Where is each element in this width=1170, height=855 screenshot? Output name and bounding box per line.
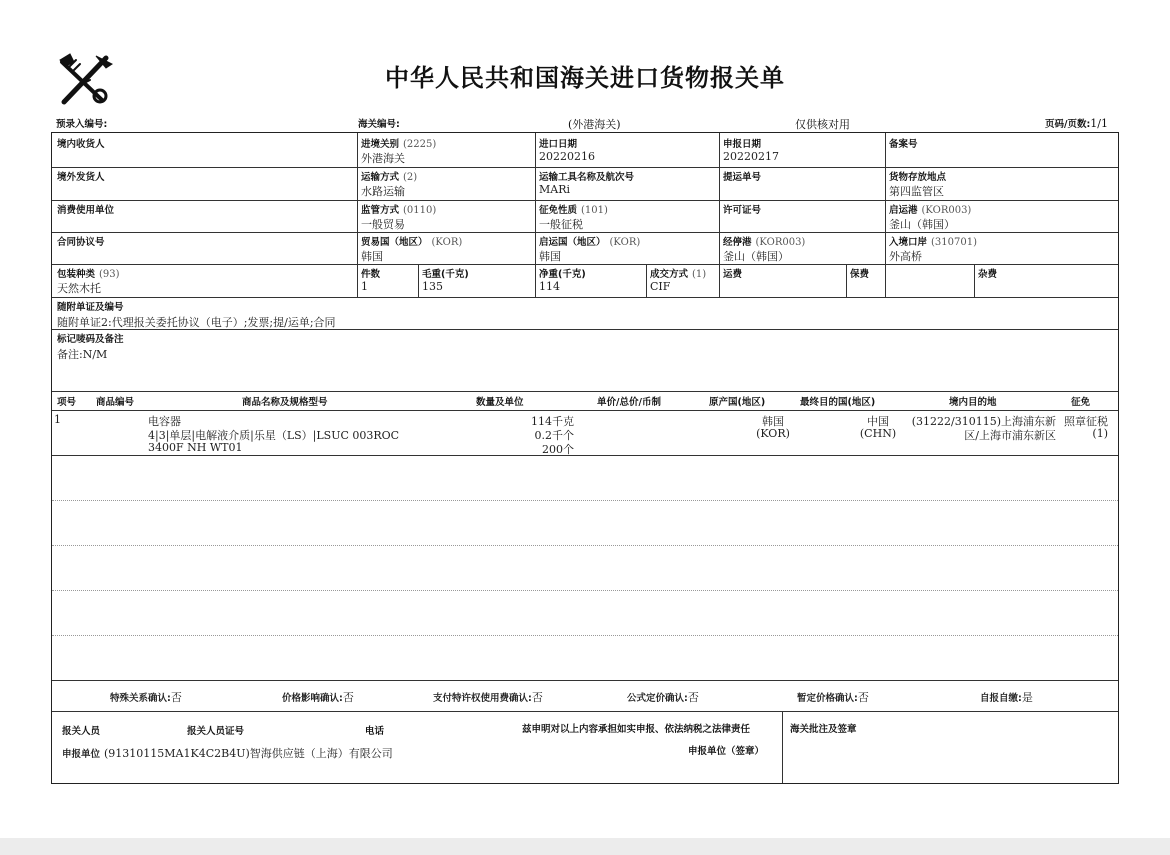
origin-country-value: 韩国 — [539, 250, 561, 263]
bill-number-label: 提运单号 — [723, 172, 762, 183]
declaration-frame — [51, 132, 1119, 784]
col-commodity-name: 商品名称及规格型号 — [242, 397, 328, 408]
attached-docs-label: 随附单证及编号 — [57, 302, 124, 313]
vessel-label: 运输工具名称及航次号 — [539, 172, 635, 183]
pieces-label: 件数 — [361, 269, 381, 280]
pre-entry-number-label: 预录入编号: — [56, 119, 108, 130]
table-row-domestic-dest-line: (31222/310115)上海浦东新 — [911, 415, 1056, 428]
table-row-name-line: 电容器 — [148, 415, 181, 428]
supervision-value: 一般贸易 — [361, 218, 405, 231]
pieces-value: 1 — [361, 280, 368, 293]
supervision-label: 监管方式 (0110) — [361, 205, 437, 216]
customs-port: (外港海关) — [568, 118, 621, 131]
package-type-value: 天然木托 — [57, 282, 101, 295]
table-row-levy-line: 照章征税 — [1064, 415, 1108, 428]
declarant-cert-label: 报关人员证号 — [187, 726, 245, 737]
entry-port-value: 外高桥 — [889, 250, 922, 263]
insurance-label: 保费 — [850, 269, 870, 280]
net-weight-label: 净重(千克) — [539, 269, 586, 280]
vessel-value: MARi — [539, 183, 571, 196]
col-destination-country: 最终目的国(地区) — [800, 397, 876, 408]
departure-port-value: 釜山（韩国） — [889, 218, 955, 231]
col-item-no: 项号 — [57, 397, 77, 408]
document-title: 中华人民共和国海关进口货物报关单 — [385, 64, 785, 92]
import-date-label: 进口日期 — [539, 139, 578, 150]
col-price: 单价/总价/币制 — [597, 397, 661, 408]
declarant-label: 报关人员 — [62, 726, 101, 737]
table-row-name-line: 3400F NH WT01 — [148, 441, 243, 454]
formula-pricing-confirm: 公式定价确认:否 — [627, 691, 699, 704]
transport-mode-value: 水路运输 — [361, 185, 405, 198]
gross-weight-label: 毛重(千克) — [422, 269, 469, 280]
customs-number-label: 海关编号: — [358, 119, 400, 130]
storage-place-value: 第四监管区 — [889, 185, 944, 198]
levy-nature-label: 征免性质 (101) — [539, 205, 608, 216]
attached-docs-value: 随附单证2:代理报关委托协议（电子）;发票;提/运单;合同 — [57, 316, 336, 329]
entry-customs-label: 进境关别 (2225) — [361, 139, 437, 150]
levy-nature-value: 一般征税 — [539, 218, 583, 231]
entry-customs-value: 外港海关 — [361, 152, 405, 165]
table-row-name-line: 4|3|单层|电解液介质|乐星（LS）|LSUC 003ROC — [148, 429, 400, 442]
package-type-label: 包装种类 (93) — [57, 269, 120, 280]
record-number-label: 备案号 — [889, 139, 918, 150]
table-row-dest-country-line: (CHN) — [859, 427, 897, 440]
declare-date-label: 申报日期 — [723, 139, 762, 150]
net-weight-value: 114 — [539, 280, 560, 293]
storage-place-label: 货物存放地点 — [889, 172, 947, 183]
royalty-confirm: 支付特许权使用费确认:否 — [433, 691, 543, 704]
col-commodity-code: 商品编号 — [96, 397, 135, 408]
customs-approval-label: 海关批注及签章 — [790, 724, 857, 735]
freight-label: 运费 — [723, 269, 743, 280]
consignor-label: 境外发货人 — [57, 172, 105, 183]
table-row-qty-line: 200个 — [542, 443, 574, 456]
col-origin: 原产国(地区) — [709, 397, 766, 408]
marks-label: 标记唛码及备注 — [57, 334, 124, 345]
table-row-domestic-dest-line: 区/上海市浦东新区 — [964, 429, 1056, 442]
col-levy: 征免 — [1071, 397, 1091, 408]
declare-date-value: 20220217 — [723, 150, 779, 163]
table-row-qty-line: 0.2千个 — [534, 429, 574, 442]
trade-terms-label: 成交方式 (1) — [650, 269, 707, 280]
marks-value: 备注:N/M — [57, 348, 108, 361]
page-indicator: 页码/页数:1/1 — [1045, 117, 1108, 130]
import-date-value: 20220216 — [539, 150, 595, 163]
trade-country-value: 韩国 — [361, 250, 383, 263]
table-row-origin-line: 韩国 — [762, 415, 784, 428]
table-row-origin-line: (KOR) — [756, 427, 790, 440]
declaring-unit: 申报单位 (91310115MA1K4C2B4U)智海供应链（上海）有限公司 — [62, 747, 393, 760]
declaring-unit-seal-label: 申报单位（签章） — [688, 746, 765, 757]
table-row-levy-line: (1) — [1092, 427, 1108, 440]
transit-port-label: 经停港 (KOR003) — [723, 237, 806, 248]
misc-fee-label: 杂费 — [978, 269, 998, 280]
gross-weight-value: 135 — [422, 280, 443, 293]
price-influence-confirm: 价格影响确认:否 — [282, 691, 354, 704]
table-row-qty-line: 114千克 — [531, 415, 574, 428]
departure-port-label: 启运港 (KOR003) — [889, 205, 972, 216]
trade-terms-value: CIF — [650, 280, 671, 293]
col-quantity: 数量及单位 — [476, 397, 524, 408]
provisional-price-confirm: 暂定价格确认:否 — [797, 691, 869, 704]
transport-mode-label: 运输方式 (2) — [361, 172, 418, 183]
phone-label: 电话 — [365, 726, 385, 737]
trade-country-label: 贸易国（地区） (KOR) — [361, 237, 463, 248]
col-domestic-destination: 境内目的地 — [949, 397, 997, 408]
license-number-label: 许可证号 — [723, 205, 762, 216]
special-relation-confirm: 特殊关系确认:否 — [110, 691, 182, 704]
entry-port-label: 入境口岸 (310701) — [889, 237, 977, 248]
consignee-label: 境内收货人 — [57, 139, 105, 150]
declaration-statement: 兹申明对以上内容承担如实申报、依法纳税之法律责任 — [522, 724, 751, 735]
origin-country-label: 启运国（地区） (KOR) — [539, 237, 641, 248]
for-verification-note: 仅供核对用 — [795, 118, 850, 131]
transit-port-value: 釜山（韩国） — [723, 250, 789, 263]
self-declare-pay: 自报自缴:是 — [980, 691, 1033, 704]
consumer-unit-label: 消费使用单位 — [57, 205, 115, 216]
table-row-item-no: 1 — [54, 413, 61, 426]
table-row-dest-country-line: 中国 — [867, 415, 889, 428]
contract-number-label: 合同协议号 — [57, 237, 105, 248]
